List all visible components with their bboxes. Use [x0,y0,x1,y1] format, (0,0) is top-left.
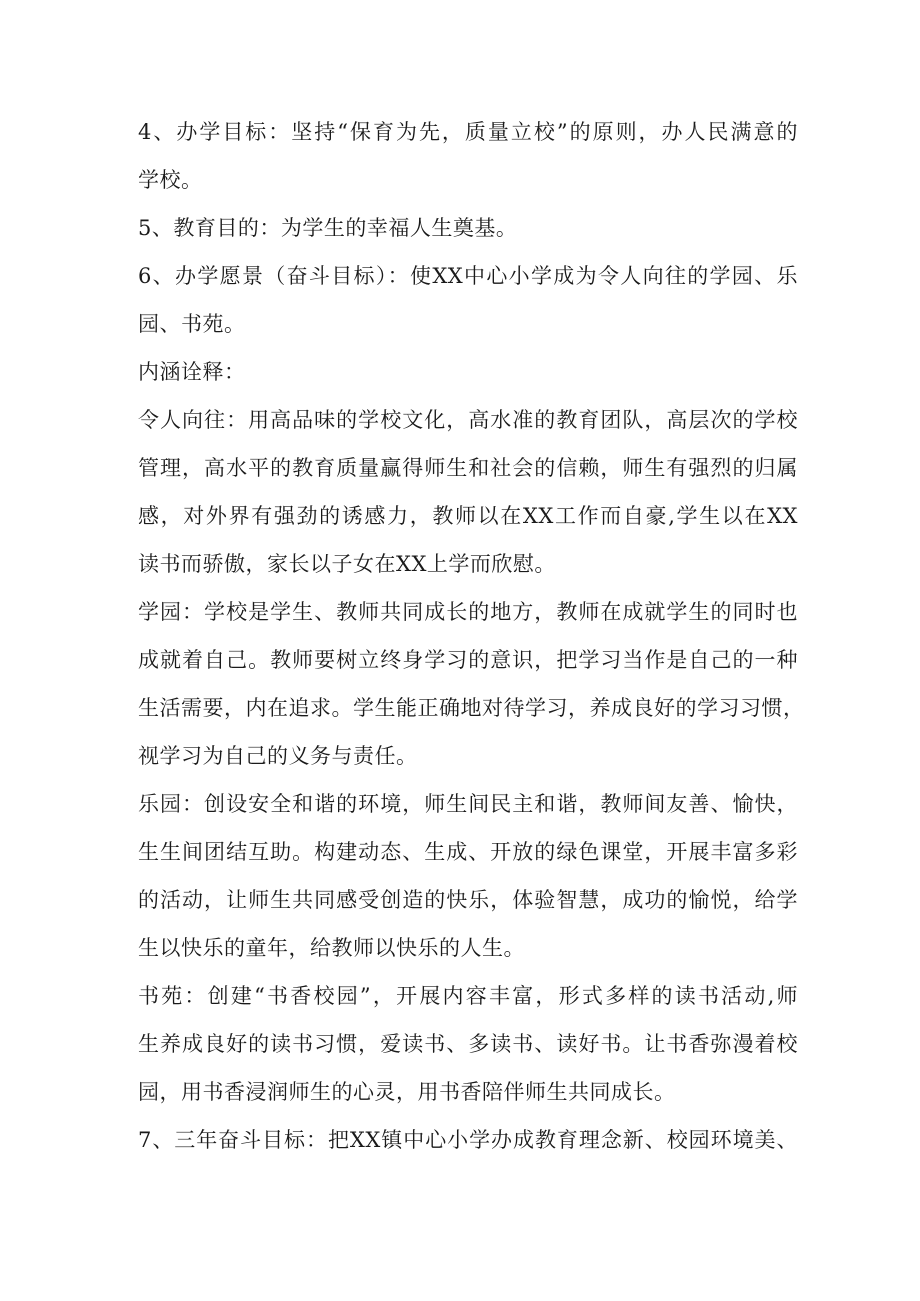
paragraph-paradise-line-2: 生生间团结互助。构建动态、生成、开放的绿色课堂，开展丰富多彩 [138,840,798,864]
paragraph-book-garden-line-3: 园，用书香浸润师生的心灵，用书香陪伴师生共同成长。 [138,1080,676,1104]
paragraph-aspiration-line-4: 读书而骄傲，家长以子女在XX上学而欣慰。 [138,552,556,576]
paragraph-paradise-line-4: 生以快乐的童年，给教师以快乐的人生。 [138,936,525,960]
paragraph-4-line-1: 4、办学目标：坚持“保育为先，质量立校”的原则，办人民满意的 [138,120,798,144]
paragraph-4-line-2: 学校。 [138,168,203,192]
section-heading: 内涵诠释： [138,360,246,384]
paragraph-paradise-line-3: 的活动，让师生共同感受创造的快乐，体验智慧，成功的愉悦，给学 [138,888,798,912]
paragraph-learning-garden-line-3: 生活需要，内在追求。学生能正确地对待学习，养成良好的学习习惯， [138,696,805,720]
paragraph-6-line-2: 园、书苑。 [138,312,246,336]
paragraph-5-line-1: 5、教育目的：为学生的幸福人生奠基。 [138,216,518,240]
paragraph-7-line-1: 7、三年奋斗目标：把XX镇中心小学办成教育理念新、校园环境美、 [138,1128,798,1152]
paragraph-learning-garden-line-4: 视学习为自己的义务与责任。 [138,744,418,768]
paragraph-book-garden-line-1: 书苑：创建“书香校园”，开展内容丰富，形式多样的读书活动,师 [138,984,798,1008]
paragraph-6-line-1: 6、办学愿景（奋斗目标）：使XX中心小学成为令人向往的学园、乐 [138,264,798,288]
paragraph-book-garden-line-2: 生养成良好的读书习惯，爱读书、多读书、读好书。让书香弥漫着校 [138,1032,798,1056]
paragraph-learning-garden-line-2: 成就着自己。教师要树立终身学习的意识，把学习当作是自己的一种 [138,648,798,672]
paragraph-aspiration-line-1: 令人向往：用高品味的学校文化，高水准的教育团队，高层次的学校 [138,408,798,432]
paragraph-paradise-line-1: 乐园：创设安全和谐的环境，师生间民主和谐，教师间友善、愉快， [138,792,798,816]
paragraph-aspiration-line-2: 管理，高水平的教育质量赢得师生和社会的信赖，师生有强烈的归属 [138,456,798,480]
paragraph-learning-garden-line-1: 学园：学校是学生、教师共同成长的地方，教师在成就学生的同时也 [138,600,798,624]
paragraph-aspiration-line-3: 感，对外界有强劲的诱感力，教师以在XX工作而自豪,学生以在XX [138,504,798,528]
